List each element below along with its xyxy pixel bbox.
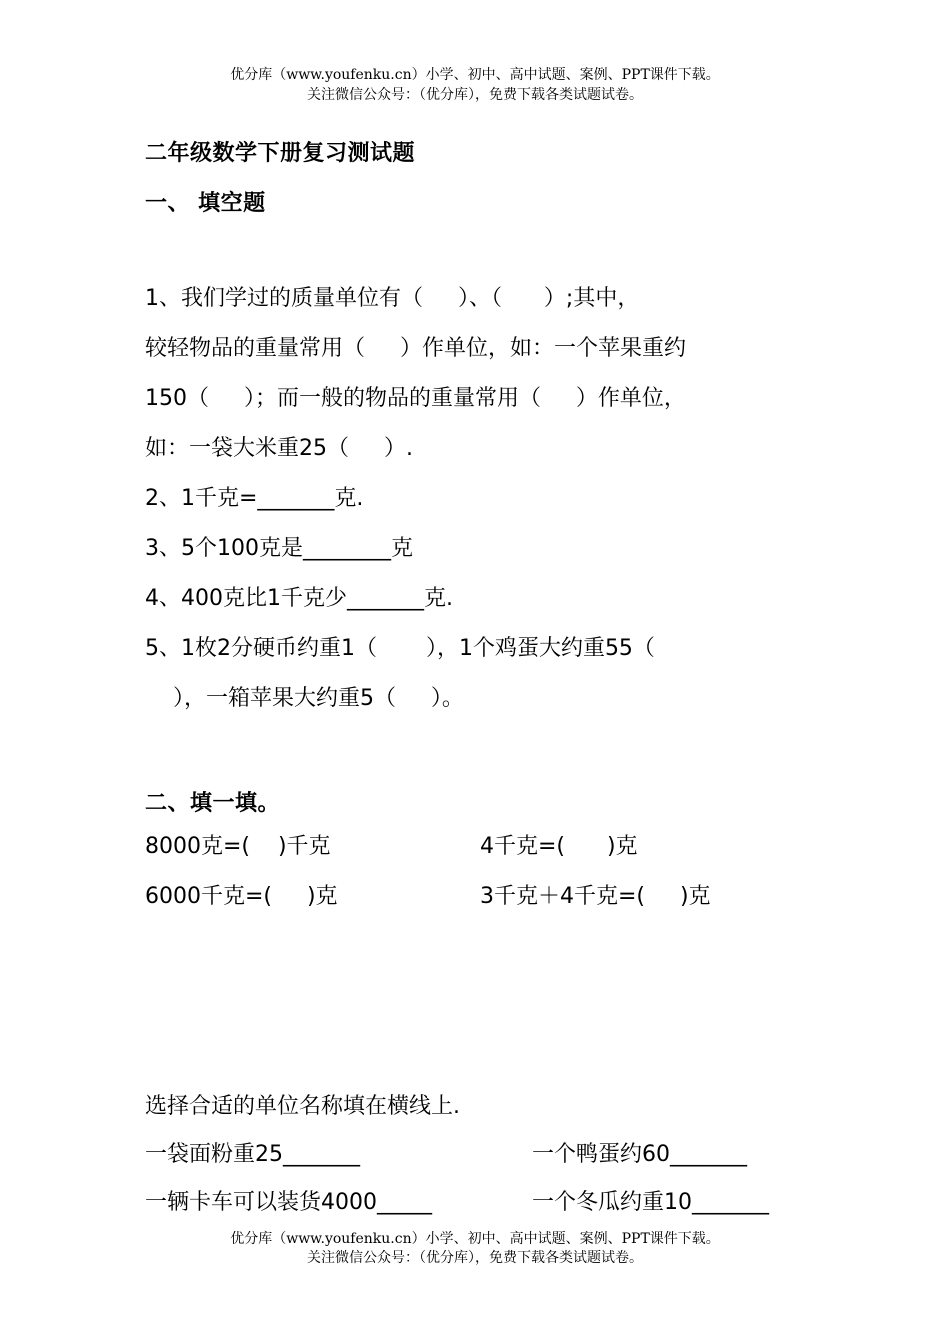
header-line-1: 优分库（www.youfenku.cn）小学、初中、高中试题、案例、PPT课件下载。: [230, 67, 720, 83]
question-4: 4、400克比1千克少_______克.: [145, 586, 453, 611]
fill-item-8000g: 8000克=( )千克: [145, 834, 331, 859]
unit-item-truck: 一辆卡车可以装货4000_____: [145, 1190, 432, 1215]
question-5-line-2: ），一箱苹果大约重5（ ）。: [145, 686, 464, 711]
section-3-title: 选择合适的单位名称填在横线上.: [145, 1094, 460, 1119]
unit-item-flour: 一袋面粉重25_______: [145, 1142, 360, 1167]
footer-line-1: 优分库（www.youfenku.cn）小学、初中、高中试题、案例、PPT课件下载。: [230, 1231, 720, 1247]
fill-item-6000kg: 6000千克=( )克: [145, 884, 338, 909]
section-2-title: 二、填一填。: [145, 791, 281, 816]
question-1-line-3: 150（ ）；而一般的物品的重量常用（ ）作单位，: [145, 386, 686, 411]
unit-item-winter-melon: 一个冬瓜约重10_______: [532, 1190, 769, 1215]
question-5-line-1: 5、1枚2分硬币约重1（ ），1个鸡蛋大约重55（: [145, 636, 655, 661]
question-1-line-2: 较轻物品的重量常用（ ）作单位，如：一个苹果重约: [145, 336, 686, 361]
document-title: 二年级数学下册复习测试题: [145, 141, 416, 166]
question-1-line-1: 1、我们学过的质量单位有（ ）、（ ）;其中，: [145, 286, 640, 311]
section-1-title: 一、 填空题: [145, 191, 266, 216]
footer-line-2: 关注微信公众号：（优分库），免费下载各类试题试卷。: [307, 1250, 643, 1266]
question-1-line-4: 如：一袋大米重25（ ）.: [145, 436, 413, 461]
fill-item-3kg-plus-4kg: 3千克＋4千克=( )克: [480, 884, 711, 909]
unit-item-duck-egg: 一个鸭蛋约60_______: [532, 1142, 747, 1167]
header-line-2: 关注微信公众号：（优分库），免费下载各类试题试卷。: [307, 87, 643, 103]
fill-item-4kg: 4千克=( )克: [480, 834, 638, 859]
question-3: 3、5个100克是________克: [145, 536, 413, 561]
question-2: 2、1千克=_______克.: [145, 486, 364, 511]
